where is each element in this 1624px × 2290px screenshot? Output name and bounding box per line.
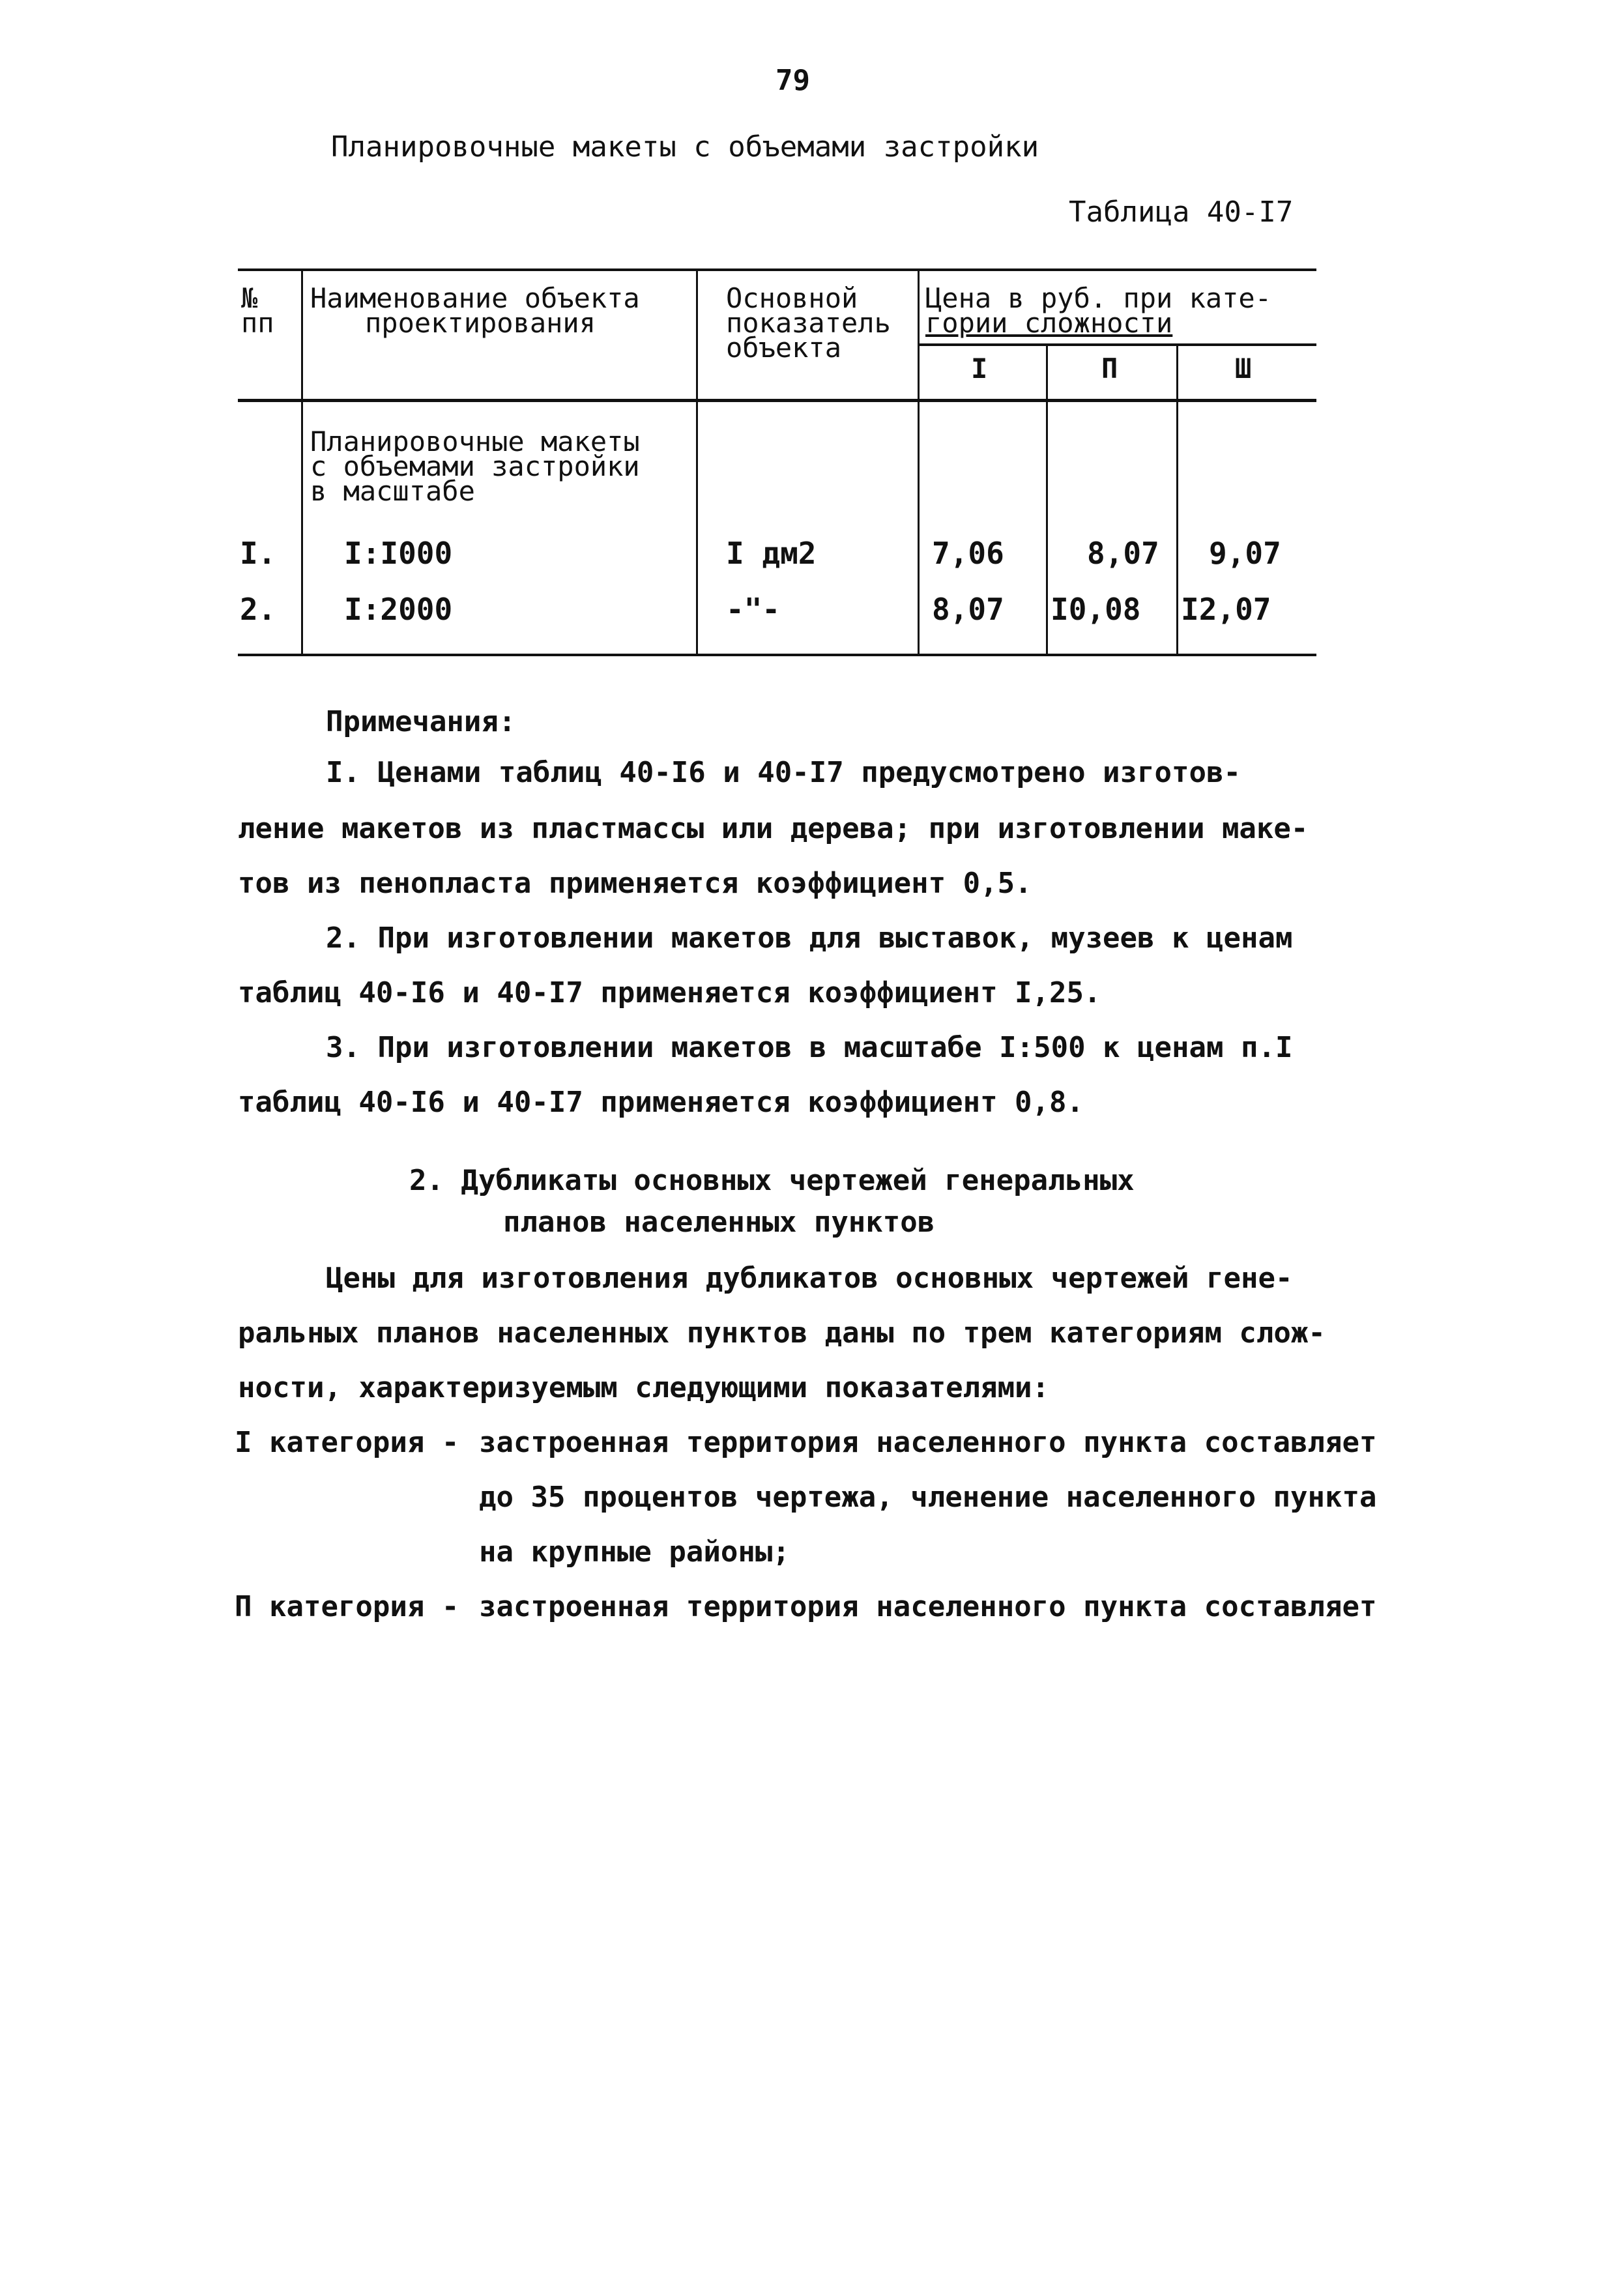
col-divider-3 — [918, 270, 920, 655]
category1-line3: на крупные районы; — [479, 1535, 790, 1569]
row1-scale: I:I000 — [344, 536, 453, 571]
group-title-line2: с объемами застройки — [310, 450, 640, 482]
section-title-line1: 2. Дубликаты основных чертежей генеральных — [409, 1164, 1135, 1197]
header-indicator-line2: показатель — [726, 307, 891, 339]
header-indicator-line3: объекта — [726, 332, 842, 364]
category1-label: I категория - — [235, 1426, 459, 1459]
row1-price-cat3: 9,07 — [1209, 536, 1281, 571]
page-heading: Планировочные макеты с объемами застройки — [331, 130, 1039, 164]
row2-price-cat1: 8,07 — [932, 592, 1004, 627]
col-divider-5 — [1176, 345, 1178, 655]
header-name-line1: Наименование объекта — [310, 282, 640, 314]
note3-line2: таблиц 40-I6 и 40-I7 применяется коэффициент 0,8. — [238, 1086, 1084, 1119]
note3-line1: 3. При изготовлении макетов в масштабе I:500 к ценам п.I — [326, 1031, 1293, 1064]
header-category-1: I — [971, 353, 988, 384]
row2-indicator: -"- — [726, 592, 781, 627]
header-num-abbr: пп — [241, 307, 274, 339]
header-num-symbol: № — [241, 282, 258, 314]
category2-label: П категория - — [235, 1590, 459, 1623]
col-divider-2 — [696, 270, 698, 655]
note1-line3: тов из пенопласта применяется коэффициент 0,5. — [238, 867, 1032, 900]
table-top-rule — [238, 268, 1316, 271]
price-subheader-rule — [918, 343, 1316, 346]
row2-num: 2. — [240, 592, 276, 627]
notes-title: Примечания: — [326, 705, 516, 738]
col-divider-4 — [1046, 345, 1048, 655]
row1-num: I. — [240, 536, 276, 571]
page-number: 79 — [776, 64, 810, 97]
section-para-line1: Цены для изготовления дубликатов основных чертежей гене- — [326, 1262, 1293, 1295]
row1-price-cat2: 8,07 — [1087, 536, 1159, 571]
note2-line2: таблиц 40-I6 и 40-I7 применяется коэффициент I,25. — [238, 976, 1101, 1009]
row1-price-cat1: 7,06 — [932, 536, 1004, 571]
category1-line1: застроенная территория населенного пункта составляет — [479, 1426, 1377, 1459]
header-name-line2: проектирования — [365, 307, 596, 339]
category1-line2: до 35 процентов чертежа, членение населенного пункта — [479, 1481, 1377, 1514]
header-category-2: П — [1101, 353, 1118, 384]
row2-scale: I:2000 — [344, 592, 453, 627]
section-para-line3: ности, характеризуемым следующими показателями: — [238, 1371, 1050, 1404]
group-title-line3: в масштабе — [310, 475, 475, 507]
header-indicator-line1: Основной — [726, 282, 858, 314]
note1-line2: ление макетов из пластмассы или дерева; при изготовлении маке- — [238, 812, 1309, 845]
row2-price-cat3: I2,07 — [1181, 592, 1271, 627]
header-bottom-rule — [238, 399, 1316, 402]
header-price-line1: Цена в руб. при кате- — [925, 282, 1272, 314]
section-para-line2: ральных планов населенных пунктов даны по трем категориям слож- — [238, 1316, 1326, 1350]
category2-line1: застроенная территория населенного пункта составляет — [479, 1590, 1377, 1623]
note1-line1: I. Ценами таблиц 40-I6 и 40-I7 предусмотрено изготов- — [326, 756, 1241, 789]
row2-price-cat2: I0,08 — [1051, 592, 1141, 627]
table-label: Таблица 40-I7 — [1069, 196, 1294, 229]
note2-line1: 2. При изготовлении макетов для выставок, музеев к ценам — [326, 921, 1293, 955]
col-divider-1 — [301, 270, 303, 655]
header-price-line2: гории сложности — [925, 307, 1173, 339]
header-category-3: Ш — [1235, 353, 1252, 384]
row1-indicator: I дм2 — [726, 536, 817, 571]
table-bottom-rule — [238, 654, 1316, 656]
section-title-line2: планов населенных пунктов — [503, 1206, 935, 1239]
group-title-line1: Планировочные макеты — [310, 426, 640, 457]
